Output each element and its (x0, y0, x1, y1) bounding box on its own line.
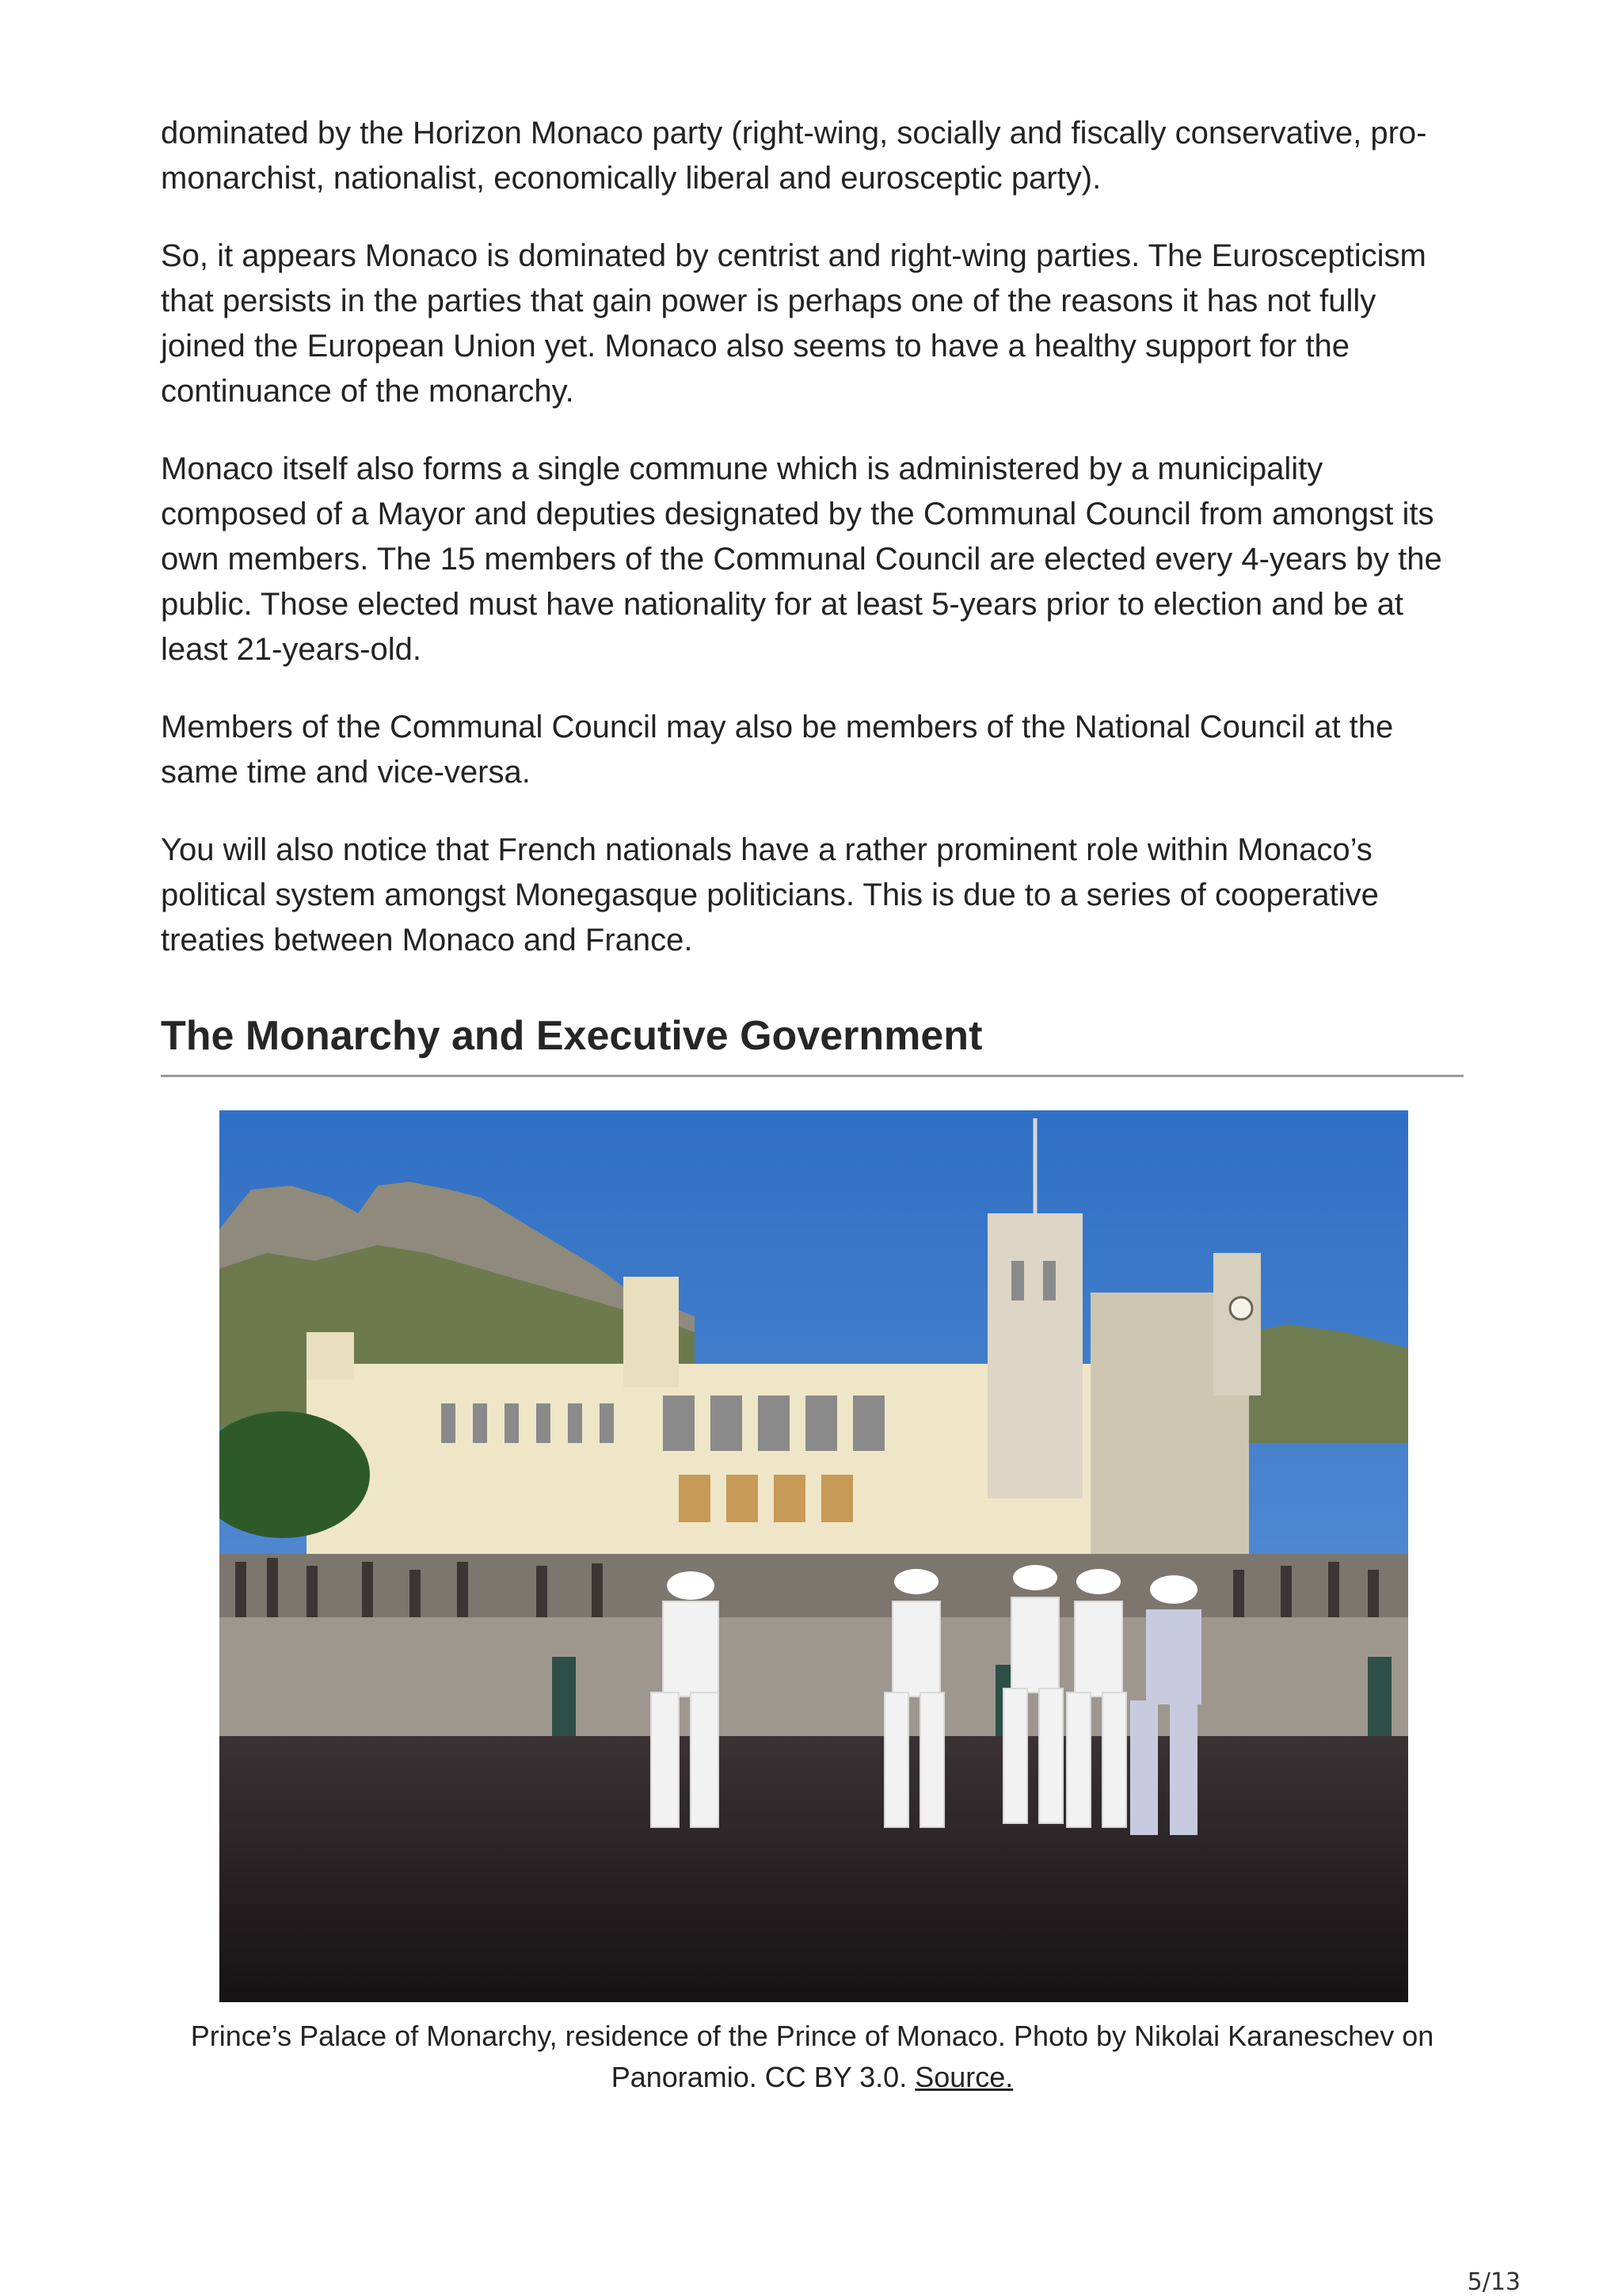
paragraph: You will also notice that French nationals have a rather prominent role within Monaco’s political system amongst Monegasque politicians. This is due to a series of cooperative treaties between Monaco and France. (161, 832, 1379, 958)
page-number: 5/13 (1467, 2268, 1521, 2296)
paragraph: So, it appears Monaco is dominated by centrist and right-wing parties. The Euroscepticism that persists in the parties that gain power is perhaps one of the reasons it has not fully joined the European Union yet. Monaco also seems to have a healthy support for the continuance of the monarchy. (161, 238, 1426, 409)
palace-photo-illustration (219, 1110, 1408, 2002)
caption-text: Prince’s Palace of Monarchy, residence of the Prince of Monaco. Photo by Nikolai Karaneschev on Panoramio. CC BY 3.0. (190, 2020, 1434, 2093)
palace-photo (219, 1110, 1408, 2002)
paragraph: dominated by the Horizon Monaco party (right-wing, socially and fiscally conservative, pro-monarchist, nationalist, economically liberal and eurosceptic party). (161, 116, 1427, 196)
article-body (161, 111, 1464, 1077)
section-heading: The Monarchy and Executive Government (161, 996, 1464, 1077)
paragraph: Monaco itself also forms a single commune which is administered by a municipality composed of a Mayor and deputies designated by the Communal Council from amongst its own members. The 15 members of the Communal Council are elected every 4-years by the public. Those elected must have nationality for at least 5-years prior to election and be at least 21-years-old. (161, 451, 1442, 667)
paragraph: Members of the Communal Council may also be members of the National Council at the same time and vice-versa. (161, 710, 1394, 790)
figure-caption (161, 2016, 1464, 2098)
source-link[interactable]: Source. (915, 2061, 1014, 2093)
